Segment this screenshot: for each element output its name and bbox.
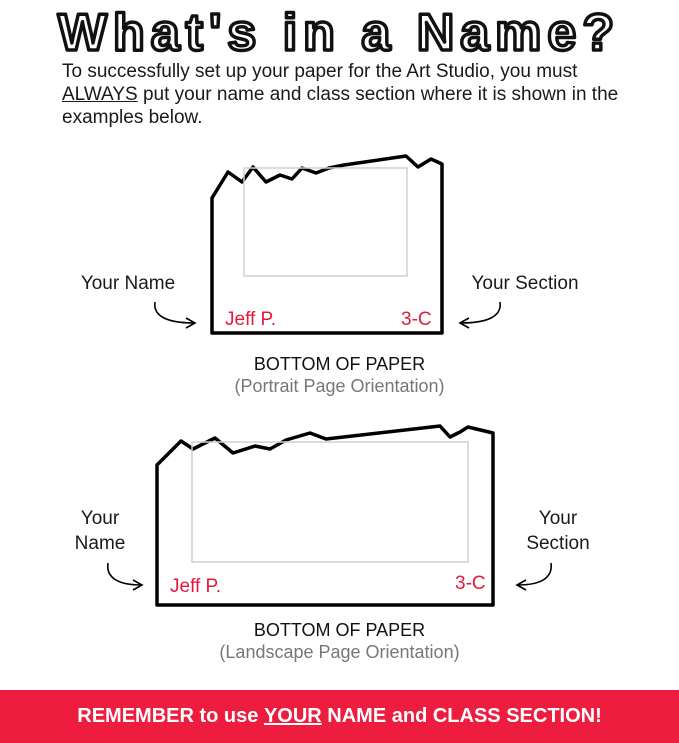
page-title-text: What's in a Name?: [57, 4, 621, 62]
banner-after: NAME and CLASS SECTION!: [327, 705, 602, 727]
portrait-name-sample: Jeff P.: [225, 309, 277, 330]
landscape-name-label: [60, 506, 140, 556]
portrait-caption-title: BOTTOM OF PAPER: [253, 354, 426, 374]
landscape-example: [0, 420, 679, 670]
intro-emphasis: ALWAYS: [62, 84, 138, 105]
portrait-section-label: Your Section: [471, 273, 579, 294]
portrait-name-label: Your Name: [80, 273, 176, 294]
portrait-section-sample: 3-C: [401, 309, 432, 330]
intro-before: To successfully set up your paper for the Art Studio, you must: [62, 61, 578, 82]
landscape-section-sample: 3-C: [455, 573, 486, 594]
landscape-section-label-line2: Section: [526, 533, 590, 554]
banner-emphasis: YOUR: [263, 705, 322, 727]
landscape-section-label-line1: Your: [538, 508, 578, 529]
landscape-section-label: [516, 506, 600, 556]
intro-paragraph: [62, 60, 622, 129]
landscape-name-sample: Jeff P.: [170, 576, 222, 597]
landscape-caption: [0, 619, 679, 663]
portrait-caption-orientation: (Portrait Page Orientation): [234, 376, 445, 396]
reminder-banner: [0, 690, 679, 743]
portrait-caption: [0, 353, 679, 397]
intro-after: put your name and class section where it is shown in the examples below.: [62, 84, 619, 128]
page-title: [0, 0, 679, 62]
landscape-name-label-line2: Name: [74, 533, 126, 554]
landscape-name-label-line1: Your: [80, 508, 120, 529]
portrait-paper-illustration: [0, 150, 679, 350]
landscape-caption-orientation: (Landscape Page Orientation): [219, 642, 460, 662]
portrait-example: [0, 150, 679, 410]
landscape-caption-title: BOTTOM OF PAPER: [253, 620, 426, 640]
banner-before: REMEMBER to use: [77, 705, 259, 727]
